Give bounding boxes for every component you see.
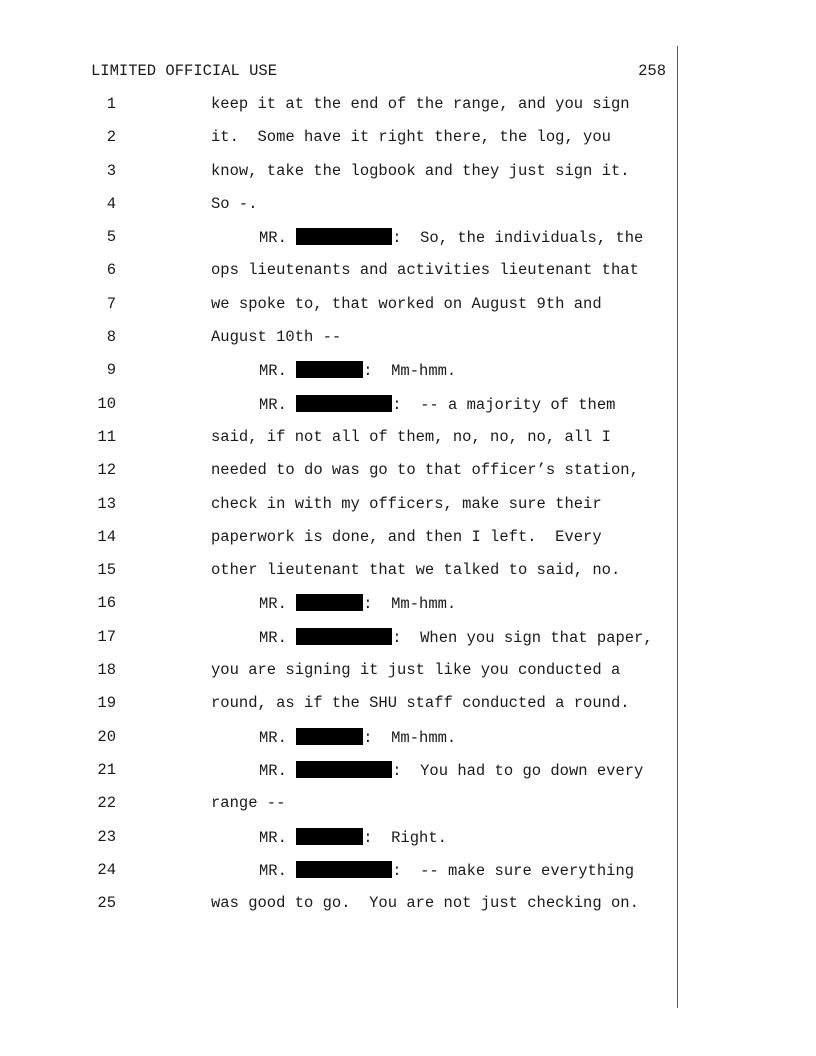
- redacted-name: [296, 861, 392, 878]
- line-text: said, if not all of them, no, no, no, all I: [211, 427, 611, 446]
- speaker-text: [259, 828, 447, 847]
- transcript-line: [0, 894, 816, 927]
- redacted-name: [296, 761, 392, 778]
- line-number: 17: [97, 627, 116, 646]
- redacted-name: [296, 594, 363, 611]
- redacted-name: [296, 828, 363, 845]
- classification-header: LIMITED OFFICIAL USE: [91, 62, 278, 80]
- speaker-remark: : Right.: [363, 828, 447, 847]
- line-text: know, take the logbook and they just sign it.: [211, 161, 630, 180]
- transcript-line: [0, 528, 816, 561]
- line-text: was good to go. You are not just checking on.: [211, 894, 639, 913]
- line-text: August 10th --: [211, 328, 342, 347]
- line-text: range --: [211, 794, 286, 813]
- line-text: round, as if the SHU staff conducted a round.: [211, 694, 630, 713]
- line-number: 19: [97, 694, 116, 713]
- redacted-name: [296, 228, 392, 245]
- transcript-line: [0, 861, 816, 894]
- line-number: 6: [106, 261, 116, 280]
- transcript-line: [0, 628, 816, 661]
- line-number: 24: [97, 860, 116, 879]
- line-number: 22: [97, 794, 116, 813]
- line-number: 23: [97, 827, 116, 846]
- line-text: other lieutenant that we talked to said, no.: [211, 561, 621, 580]
- line-number: 4: [106, 194, 116, 213]
- transcript-line: [0, 195, 816, 228]
- line-number: 18: [97, 661, 116, 680]
- transcript-line: [0, 128, 816, 161]
- line-number: 3: [106, 161, 116, 180]
- line-number: 20: [97, 727, 116, 746]
- speaker-prefix: MR.: [259, 595, 287, 614]
- speaker-text: [259, 628, 653, 647]
- speaker-text: [259, 395, 615, 414]
- line-number: 1: [106, 95, 116, 113]
- transcript-line: [0, 461, 816, 494]
- line-number: 25: [97, 894, 116, 913]
- line-text: you are signing it just like you conducted a: [211, 661, 621, 680]
- speaker-prefix: MR.: [259, 229, 287, 248]
- speaker-remark: : You had to go down every: [392, 761, 644, 780]
- transcript-line: [0, 261, 816, 294]
- line-number: 8: [106, 328, 116, 347]
- speaker-text: [259, 361, 456, 380]
- transcript-line: [0, 162, 816, 195]
- line-number: 10: [97, 394, 116, 413]
- speaker-prefix: MR.: [259, 395, 287, 414]
- line-number: 14: [97, 527, 116, 546]
- transcript-line: [0, 395, 816, 428]
- redacted-name: [296, 728, 363, 745]
- speaker-text: [259, 761, 643, 780]
- redacted-name: [296, 361, 363, 378]
- transcript-line: [0, 594, 816, 627]
- line-text: check in with my officers, make sure their: [211, 494, 602, 513]
- transcript-lines: [0, 95, 816, 927]
- line-number: 12: [97, 461, 116, 480]
- speaker-remark: : -- a majority of them: [392, 395, 616, 414]
- transcript-line: [0, 694, 816, 727]
- speaker-remark: : -- make sure everything: [392, 861, 635, 880]
- speaker-text: [259, 228, 643, 247]
- line-number: 7: [106, 294, 116, 313]
- speaker-remark: : So, the individuals, the: [392, 229, 644, 248]
- transcript-line: [0, 361, 816, 394]
- line-text: keep it at the end of the range, and you sign: [211, 95, 630, 113]
- transcript-line: [0, 228, 816, 261]
- transcript-line: [0, 828, 816, 861]
- speaker-remark: : Mm-hmm.: [363, 728, 457, 747]
- transcript-line: [0, 328, 816, 361]
- speaker-text: [259, 594, 456, 613]
- speaker-remark: : When you sign that paper,: [392, 628, 653, 647]
- line-number: 9: [106, 361, 116, 380]
- line-number: 11: [97, 427, 116, 446]
- speaker-remark: : Mm-hmm.: [363, 595, 457, 614]
- transcript-line: [0, 495, 816, 528]
- speaker-prefix: MR.: [259, 628, 287, 647]
- speaker-prefix: MR.: [259, 761, 287, 780]
- line-text: So -.: [211, 194, 258, 213]
- line-number: 13: [97, 494, 116, 513]
- transcript-line: [0, 95, 816, 128]
- line-number: 2: [106, 128, 116, 147]
- page-number: 258: [638, 62, 666, 80]
- line-number: 15: [97, 561, 116, 580]
- redacted-name: [296, 628, 392, 645]
- speaker-text: [259, 861, 634, 880]
- transcript-line: [0, 295, 816, 328]
- line-number: 16: [97, 594, 116, 613]
- transcript-line: [0, 728, 816, 761]
- transcript-line: [0, 661, 816, 694]
- transcript-line: [0, 561, 816, 594]
- line-text: ops lieutenants and activities lieutenant that: [211, 261, 639, 280]
- redacted-name: [296, 395, 392, 412]
- transcript-line: [0, 761, 816, 794]
- line-text: we spoke to, that worked on August 9th and: [211, 294, 602, 313]
- speaker-prefix: MR.: [259, 861, 287, 880]
- line-text: it. Some have it right there, the log, you: [211, 128, 611, 147]
- speaker-prefix: MR.: [259, 362, 287, 381]
- line-text: needed to do was go to that officer’s station,: [211, 461, 639, 480]
- line-number: 5: [106, 228, 116, 247]
- speaker-prefix: MR.: [259, 728, 287, 747]
- transcript-line: [0, 794, 816, 827]
- line-number: 21: [97, 760, 116, 779]
- speaker-prefix: MR.: [259, 828, 287, 847]
- line-text: paperwork is done, and then I left. Every: [211, 527, 602, 546]
- speaker-remark: : Mm-hmm.: [363, 362, 457, 381]
- transcript-line: [0, 428, 816, 461]
- speaker-text: [259, 728, 456, 747]
